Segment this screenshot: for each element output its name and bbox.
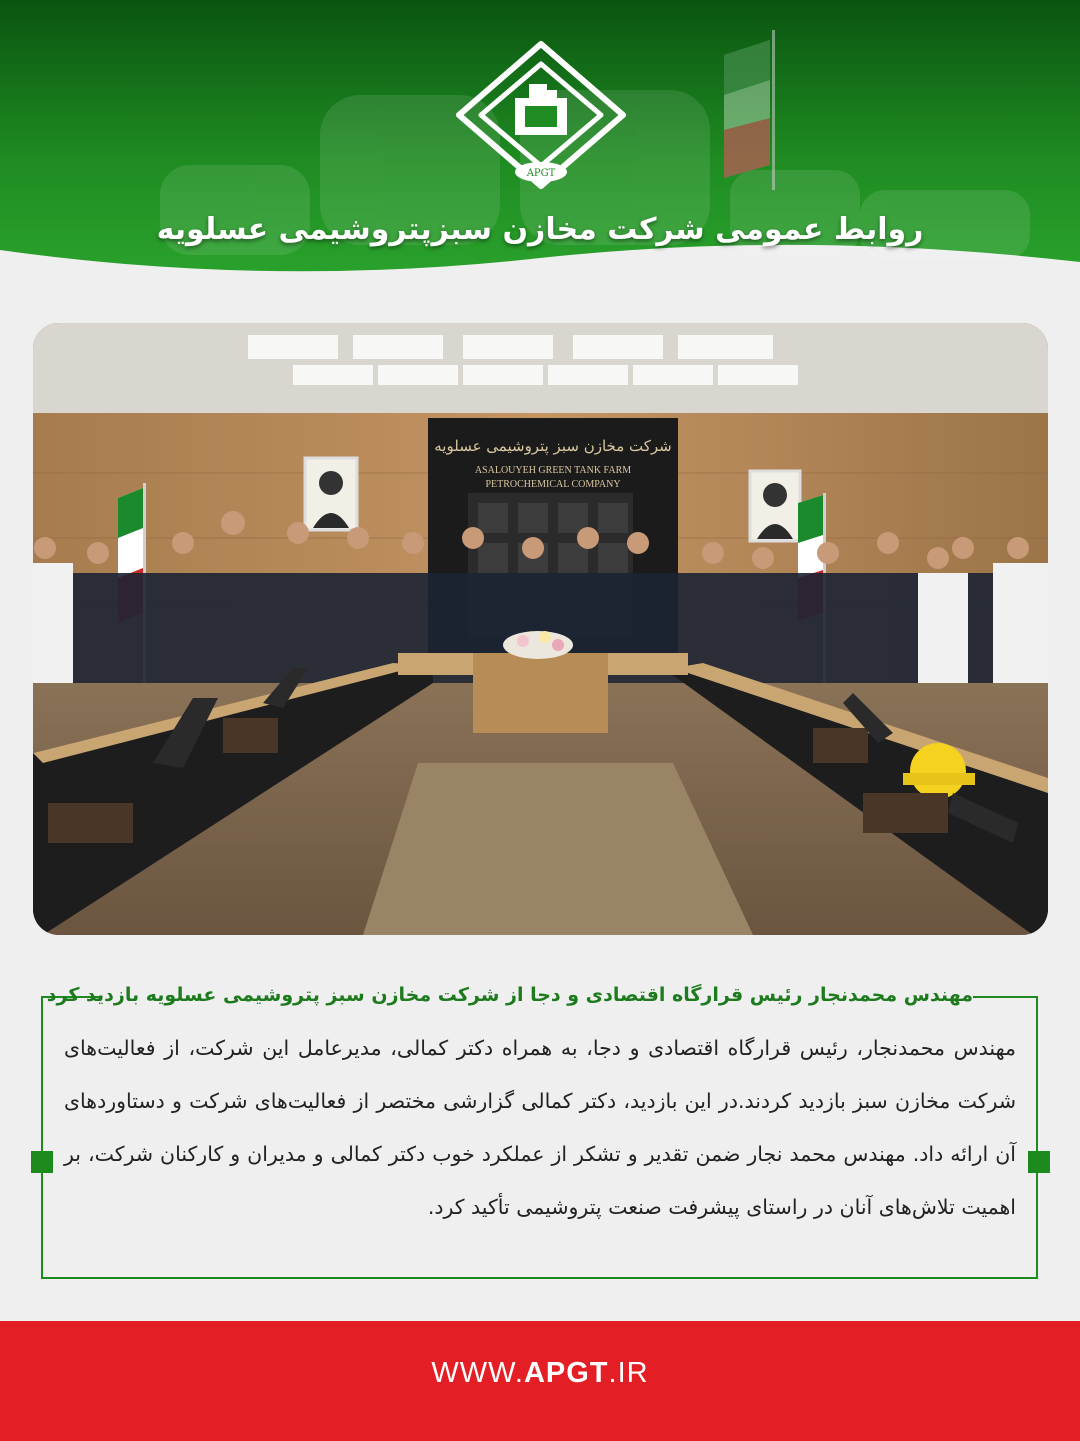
- frame-top-line-right: [973, 996, 1038, 998]
- article-title: مهندس محمدنجار رئیس قرارگاه اقتصادی و دجا از شرکت مخازن سبز پتروشیمی عسلویه بازدید کرد: [100, 978, 973, 1012]
- header-banner: [0, 0, 1080, 300]
- url-brand: APGT: [523, 1357, 609, 1389]
- meeting-photo: [33, 323, 1048, 935]
- url-suffix: .IR: [608, 1357, 649, 1389]
- article-body: مهندس محمدنجار، رئیس قرارگاه اقتصادی و دجا، به همراه دکتر کمالی، مدیرعامل این شرکت، از فعالیت‌های شرکت مخازن سبز بازدید کردند.در این بازدید، دکتر کمالی گزارشی مختصر از فعالیت‌های شرکت و دستاوردهای آن ارائه داد. مهندس محمد نجار ضمن تقدیر و تشکر از عملکرد خوب دکتر کمالی و مدیران و کارکنان شرکت، بر اهمیت تلاش‌های آنان در راستای پیشرفت صنعت پتروشیمی تأکید کرد.: [64, 1036, 1016, 1219]
- logo-text: APGT: [526, 168, 556, 179]
- apgt-logo: [455, 40, 627, 190]
- website-link[interactable]: [0, 1357, 1080, 1390]
- frame-marker-right: [1028, 1151, 1050, 1173]
- wall-sign-persian: شرکت مخازن سبز پتروشیمی عسلویه: [434, 437, 672, 455]
- wall-sign-english-2: PETROCHEMICAL COMPANY: [485, 479, 621, 490]
- url-prefix: WWW.: [431, 1357, 524, 1389]
- footer-bar: [0, 1321, 1080, 1441]
- frame-marker-left: [31, 1151, 53, 1173]
- wall-sign-english-1: ASALOUYEH GREEN TANK FARM: [474, 465, 632, 476]
- header-title: روابط عمومی شرکت مخازن سبزپتروشیمی عسلویه: [156, 212, 924, 247]
